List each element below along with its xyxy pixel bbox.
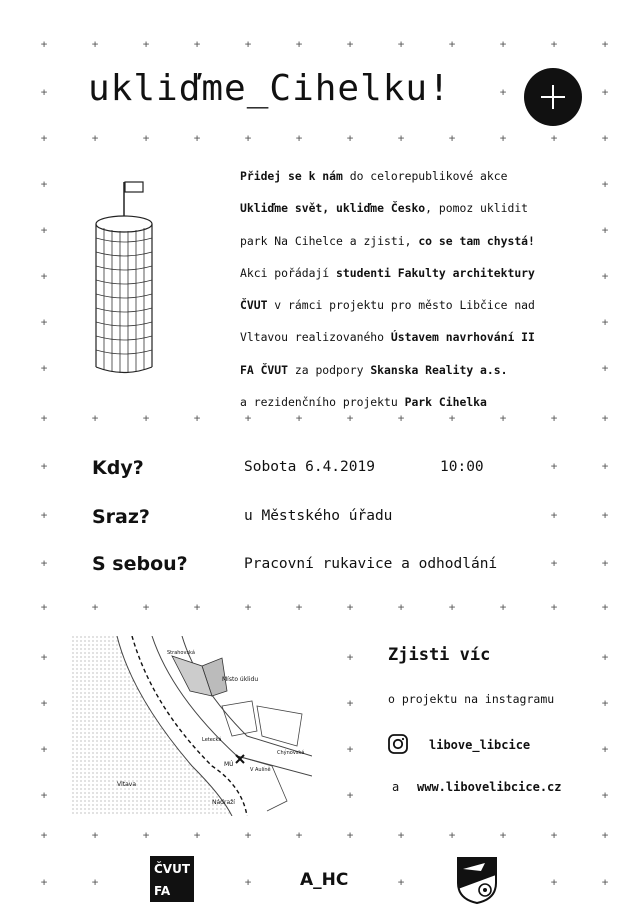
- intro-segment: do celorepublikové akce: [342, 169, 508, 183]
- cross-mark: +: [346, 650, 354, 664]
- instagram-icon: [388, 734, 408, 754]
- cross-mark: +: [601, 696, 609, 710]
- cross-mark: +: [142, 131, 150, 145]
- cross-mark: +: [499, 828, 507, 842]
- cross-mark: +: [91, 411, 99, 425]
- cross-mark: +: [346, 696, 354, 710]
- cross-mark: +: [91, 131, 99, 145]
- intro-segment: Park Cihelka: [404, 395, 487, 410]
- cross-mark: +: [601, 650, 609, 664]
- town-crest-icon: [455, 855, 499, 905]
- bring-label: S sebou?: [92, 553, 188, 575]
- cross-mark: +: [499, 85, 507, 99]
- cross-mark: +: [601, 788, 609, 802]
- web-prefix: a: [392, 780, 400, 794]
- intro-segment: FA ČVUT: [240, 362, 289, 377]
- cross-mark: +: [295, 600, 303, 614]
- cross-mark: +: [550, 828, 558, 842]
- intro-segment: Ústavem navrhování II: [390, 330, 535, 345]
- intro-segment: za podpory: [288, 362, 371, 377]
- intro-segment: v rámci projektu pro město Libčice nad: [267, 298, 535, 313]
- intro-segment: Akci pořádají: [240, 265, 337, 280]
- cross-mark: +: [550, 556, 558, 570]
- map-label-place: Místo úklidu: [222, 676, 259, 683]
- cross-mark: +: [601, 315, 609, 329]
- intro-segment: ČVUT: [240, 298, 268, 313]
- cross-mark: +: [601, 85, 609, 99]
- cross-mark: +: [550, 508, 558, 522]
- cross-mark: +: [550, 131, 558, 145]
- cross-mark: +: [295, 828, 303, 842]
- cross-mark: +: [499, 131, 507, 145]
- location-map: [72, 636, 312, 816]
- cross-mark: +: [40, 85, 48, 99]
- cross-mark: +: [601, 411, 609, 425]
- more-title: Zjisti víc: [388, 645, 491, 665]
- cvut-logo-line2: FA: [154, 884, 171, 898]
- cross-mark: +: [40, 223, 48, 237]
- cross-mark: +: [40, 556, 48, 570]
- cross-mark: +: [193, 600, 201, 614]
- map-label-station: Nádraží: [212, 799, 235, 806]
- cross-mark: +: [142, 411, 150, 425]
- more-subtitle: o projektu na instagramu: [388, 692, 555, 706]
- cross-mark: +: [244, 411, 252, 425]
- map-label-mu: MÚ: [224, 761, 234, 768]
- tower-illustration: [78, 172, 208, 382]
- map-label-street2: Chýnovská: [277, 750, 305, 756]
- cross-mark: +: [499, 600, 507, 614]
- cross-mark: +: [91, 828, 99, 842]
- map-label-river: Vltava: [117, 781, 137, 788]
- cvut-logo-line1: ČVUT: [154, 862, 191, 876]
- intro-segment: co se tam chystá!: [418, 233, 535, 248]
- cross-mark: +: [346, 131, 354, 145]
- meet-value: u Městského úřadu: [244, 508, 393, 524]
- cross-mark: +: [244, 37, 252, 51]
- intro-segment: Přidej se k nám: [240, 169, 343, 183]
- cross-mark: +: [448, 37, 456, 51]
- map-label-street3: Strahovská: [167, 650, 195, 656]
- cross-mark: +: [601, 556, 609, 570]
- bring-value: Pracovní rukavice a odhodlání: [244, 556, 498, 572]
- plus-logo-icon: [524, 68, 582, 126]
- cross-mark: +: [550, 459, 558, 473]
- cross-mark: +: [346, 828, 354, 842]
- intro-line: [240, 225, 585, 257]
- cross-mark: +: [346, 742, 354, 756]
- cross-mark: +: [244, 600, 252, 614]
- cross-mark: +: [193, 411, 201, 425]
- cross-mark: +: [40, 37, 48, 51]
- cross-mark: +: [601, 37, 609, 51]
- cross-mark: +: [244, 828, 252, 842]
- cross-mark: +: [601, 361, 609, 375]
- cross-mark: +: [193, 131, 201, 145]
- intro-segment: Ukliďme svět, ukliďme Česko: [240, 201, 426, 216]
- cross-mark: +: [142, 828, 150, 842]
- intro-line: [240, 354, 585, 386]
- when-label: Kdy?: [92, 457, 144, 479]
- cross-mark: +: [40, 696, 48, 710]
- cross-mark: +: [550, 600, 558, 614]
- cross-mark: +: [193, 37, 201, 51]
- cross-mark: +: [295, 131, 303, 145]
- ahc-logo: A_HC: [300, 870, 349, 890]
- cross-mark: +: [397, 875, 405, 889]
- cross-mark: +: [40, 508, 48, 522]
- intro-segment: a rezidenčního projektu: [240, 395, 405, 410]
- cross-mark: +: [448, 828, 456, 842]
- cross-mark: +: [601, 742, 609, 756]
- cross-mark: +: [550, 37, 558, 51]
- cross-mark: +: [601, 131, 609, 145]
- cross-mark: +: [448, 411, 456, 425]
- cross-mark: +: [601, 177, 609, 191]
- cross-mark: +: [295, 411, 303, 425]
- intro-segment: Skanska Reality a.s.: [370, 362, 508, 377]
- cross-mark: +: [40, 361, 48, 375]
- cross-mark: +: [40, 828, 48, 842]
- cross-mark: +: [601, 828, 609, 842]
- cross-mark: +: [601, 223, 609, 237]
- cross-mark: +: [397, 828, 405, 842]
- intro-text: [240, 160, 585, 418]
- when-time: 10:00: [440, 459, 484, 475]
- cross-mark: +: [601, 875, 609, 889]
- cross-mark: +: [40, 131, 48, 145]
- cross-mark: +: [142, 37, 150, 51]
- cross-mark: +: [346, 37, 354, 51]
- intro-line: [240, 160, 585, 192]
- cvut-fa-logo: [150, 856, 194, 902]
- cross-mark: +: [346, 788, 354, 802]
- cross-mark: +: [40, 788, 48, 802]
- cross-mark: +: [244, 875, 252, 889]
- cross-mark: +: [601, 459, 609, 473]
- cross-mark: +: [499, 411, 507, 425]
- cross-mark: +: [448, 131, 456, 145]
- cross-mark: +: [40, 269, 48, 283]
- cross-mark: +: [91, 37, 99, 51]
- cross-mark: +: [397, 411, 405, 425]
- cross-mark: +: [397, 600, 405, 614]
- cross-mark: +: [193, 828, 201, 842]
- cross-mark: +: [346, 600, 354, 614]
- cross-mark: +: [244, 131, 252, 145]
- cross-mark: +: [91, 875, 99, 889]
- page-title: ukliďme_Cihelku!: [84, 68, 455, 109]
- cross-mark: +: [550, 875, 558, 889]
- intro-segment: Vltavou realizovaného: [240, 330, 391, 345]
- cross-mark: +: [601, 508, 609, 522]
- cross-mark: +: [40, 315, 48, 329]
- cross-mark: +: [40, 742, 48, 756]
- cross-mark: +: [40, 177, 48, 191]
- intro-line: [240, 257, 585, 289]
- cross-mark: +: [499, 37, 507, 51]
- cross-mark: +: [40, 411, 48, 425]
- when-date: Sobota 6.4.2019: [244, 459, 375, 475]
- cross-mark: +: [40, 875, 48, 889]
- intro-segment: , pomoz uklidit: [425, 201, 529, 216]
- cross-mark: +: [550, 411, 558, 425]
- intro-segment: park Na Cihelce a zjisti,: [240, 233, 419, 248]
- cross-mark: +: [40, 600, 48, 614]
- intro-line: [240, 321, 585, 353]
- map-label-street1: Letecká: [202, 737, 222, 743]
- cross-mark: +: [397, 131, 405, 145]
- intro-line: [240, 192, 585, 224]
- cross-mark: +: [295, 37, 303, 51]
- meet-label: Sraz?: [92, 506, 150, 528]
- intro-line: [240, 386, 585, 418]
- intro-line: [240, 289, 585, 321]
- cross-mark: +: [601, 600, 609, 614]
- website-link[interactable]: www.libovelibcice.cz: [417, 780, 562, 794]
- instagram-handle[interactable]: libove_libcice: [429, 738, 531, 752]
- cross-mark: +: [142, 600, 150, 614]
- cross-mark: +: [601, 269, 609, 283]
- intro-segment: studenti Fakulty architektury: [336, 265, 535, 280]
- cross-mark: +: [40, 459, 48, 473]
- cross-mark: +: [91, 600, 99, 614]
- cross-mark: +: [448, 600, 456, 614]
- cross-mark: +: [40, 650, 48, 664]
- cross-mark: +: [397, 37, 405, 51]
- map-label-street4: V Aulíně: [250, 767, 271, 773]
- cross-mark: +: [346, 411, 354, 425]
